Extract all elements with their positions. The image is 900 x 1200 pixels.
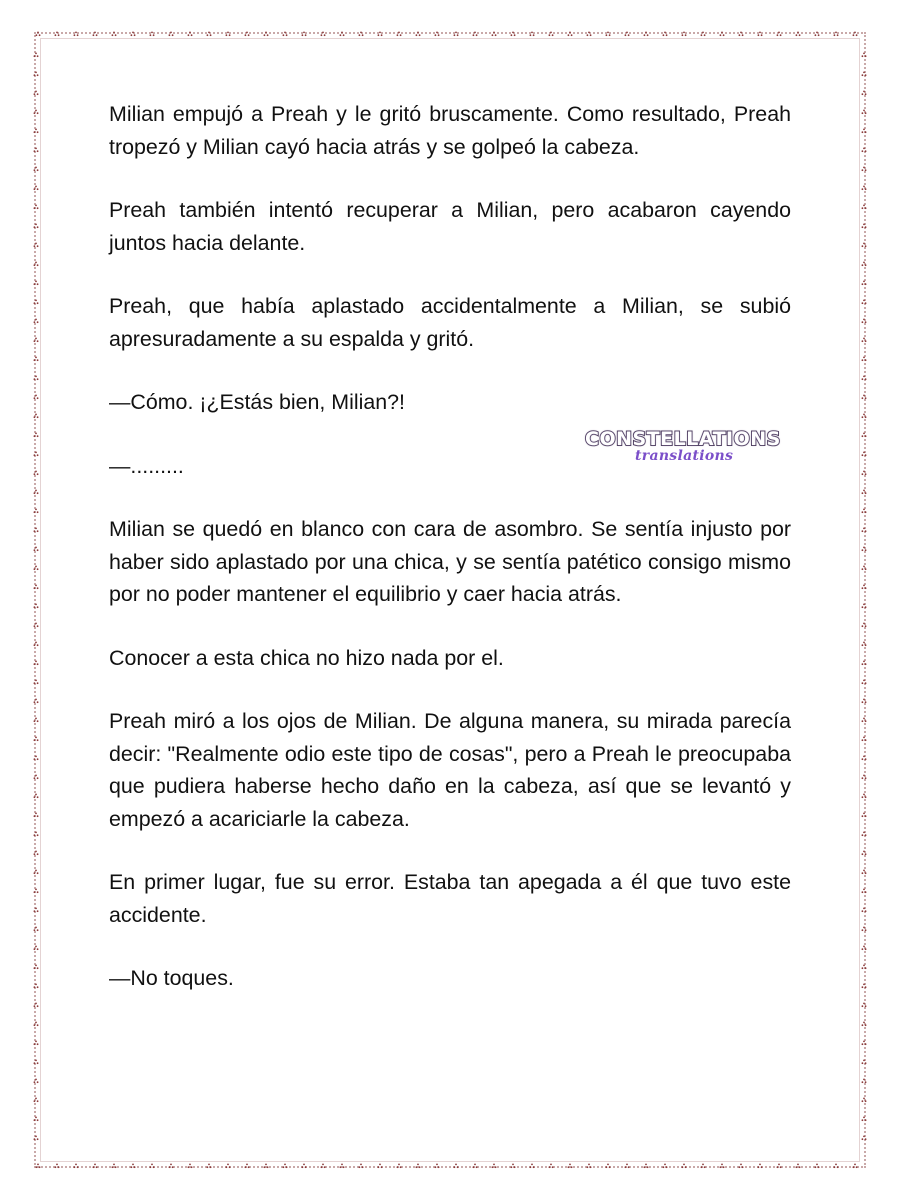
paragraph-2: Preah también intentó recuperar a Milian, pero acabaron cayendo juntos hacia delante. <box>109 198 791 255</box>
dialogue-line-1: —Cómo. ¡¿Estás bien, Milian?! <box>109 390 406 414</box>
paragraph-5: Conocer a esta chica no hizo nada por el. <box>109 645 504 670</box>
paragraph-7: En primer lugar, fue su error. Estaba tan apegada a él que tuvo este accidente. <box>109 870 791 927</box>
paragraph-4: Milian se quedó en blanco con cara de asombro. Se sentía injusto por haber sido aplastado por una chica, y se sentía patético consigo mismo por no poder mantener el equilibrio y caer hacia atrás. <box>109 517 791 606</box>
dialogue-line-3: —No toques. <box>109 966 234 990</box>
watermark-subtitle: translations <box>635 448 734 464</box>
watermark-title: CONSTELLATIONS <box>585 428 781 450</box>
dialogue-line-2: —......... <box>109 453 184 478</box>
document-body <box>109 98 791 1026</box>
paragraph-1: Milian empujó a Preah y le gritó bruscamente. Como resultado, Preah tropezó y Milian cayó hacia atrás y se golpeó la cabeza. <box>109 102 791 159</box>
translator-watermark-logo <box>585 428 781 472</box>
paragraph-6: Preah miró a los ojos de Milian. De alguna manera, su mirada parecía decir: "Realmente odio este tipo de cosas", pero a Preah le preocupaba que pudiera haberse hecho daño en la cabeza, así que se levantó y empezó a acariciarle la cabeza. <box>109 709 791 831</box>
paragraph-3: Preah, que había aplastado accidentalmente a Milian, se subió apresuradamente a su espalda y gritó. <box>109 294 791 351</box>
